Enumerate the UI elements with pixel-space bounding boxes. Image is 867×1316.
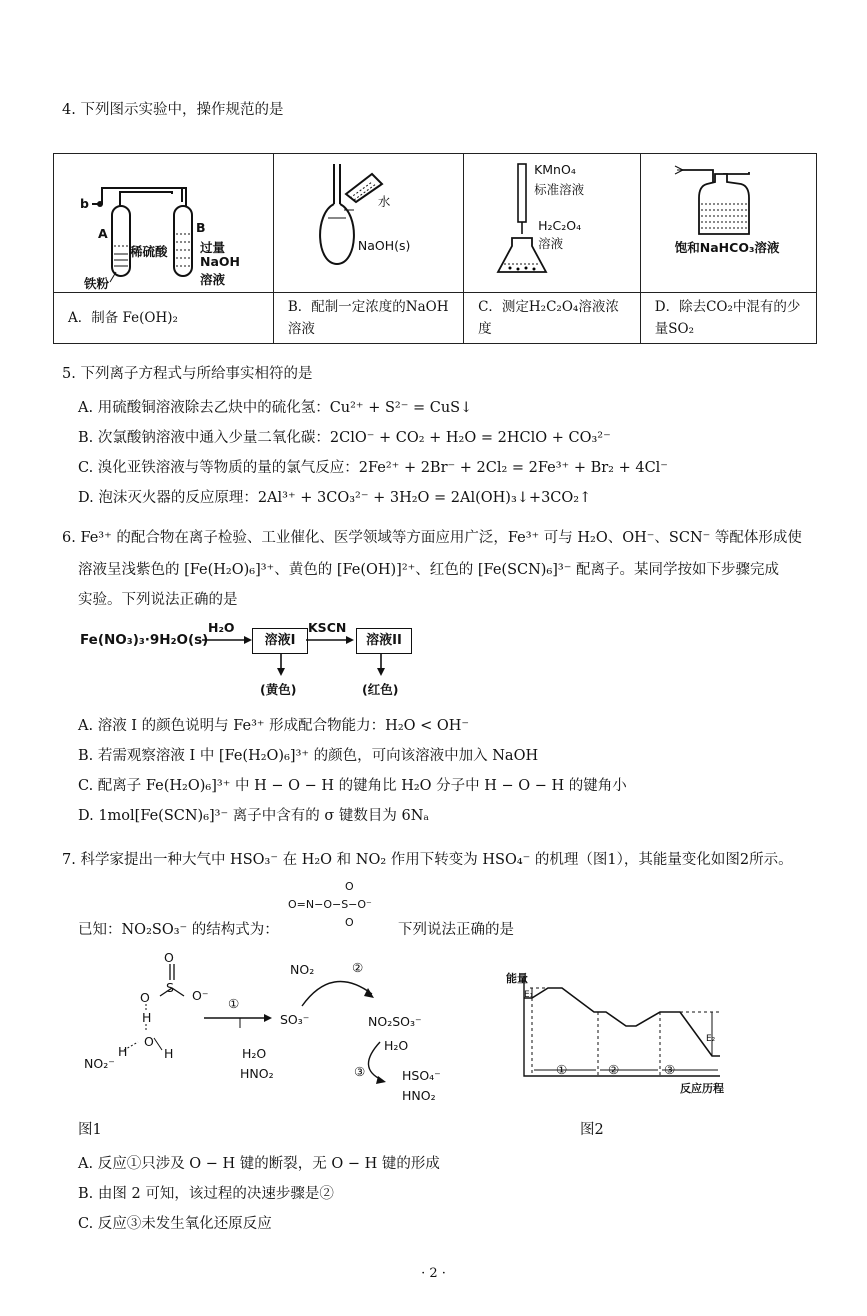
fig1-h2o: H₂O — [242, 1046, 267, 1061]
fig1-so3: SO₃⁻ — [280, 1012, 310, 1027]
q7-stem: 7. 科学家提出一种大气中 HSO₃⁻ 在 H₂O 和 NO₂ 作用下转变为 HSO₄⁻ 的机理（图1），其能量变化如图2所示。 — [62, 852, 793, 868]
label-water: 水 — [377, 194, 391, 209]
q7-known: 已知：NO₂SO₃⁻ 的结构式为： — [78, 922, 279, 938]
fig-a-cell — [54, 154, 274, 293]
fig2-xlabel: 反应历程 — [680, 1082, 724, 1095]
q5-option-c: C. 溴化亚铁溶液与等物质的量的氯气反应：2Fe²⁺ + 2Br⁻ + 2Cl₂ = 2Fe³⁺ + Br₂ + 4Cl⁻ — [78, 460, 668, 476]
fig2-step-3: ③ — [664, 1062, 676, 1077]
fig1-h2: H — [164, 1046, 174, 1061]
label-naoh-s: NaOH(s) — [357, 238, 411, 253]
fig2-ylabel: 能量 — [506, 972, 528, 985]
label-soln-c: 溶液 — [538, 236, 564, 251]
fig1-o1: O — [164, 950, 174, 965]
caption-b: B．配制一定浓度的NaOH溶液 — [273, 293, 463, 344]
fig1-step-2: ② — [352, 960, 364, 975]
fig1-s: S — [166, 980, 174, 995]
label-kmno4: KMnO₄ — [534, 162, 576, 177]
fig1-mechanism-lines — [80, 950, 480, 1110]
fig1-o2: O⁻ — [192, 988, 209, 1003]
fig1-caption: 图1 — [78, 1122, 102, 1138]
q6-option-d: D. 1mol[Fe(SCN)₆]³⁻ 离子中含有的 σ 键数目为 6Nₐ — [78, 808, 429, 824]
fig1-h1: H — [142, 1010, 152, 1025]
label-b: b — [80, 196, 89, 211]
fig-c-cell — [464, 154, 641, 293]
fig-d-cell — [640, 154, 816, 293]
fig1-no2-minus: NO₂⁻ — [84, 1056, 115, 1071]
flow-h2o: H₂O — [208, 620, 235, 635]
flow-solution-2: 溶液II — [356, 628, 412, 654]
fig1-no2so3: NO₂SO₃⁻ — [368, 1014, 422, 1029]
struct-o-top: O — [345, 880, 354, 893]
q6-stem-3: 实验。下列说法正确的是 — [78, 592, 238, 608]
fig1-h2o-2: H₂O — [384, 1038, 409, 1053]
q7-option-c: C. 反应③未发生氧化还原反应 — [78, 1216, 272, 1232]
fig2-energy-diagram — [510, 970, 740, 1090]
label-excess: 过量 — [200, 240, 226, 255]
fig1-o3: O — [140, 990, 150, 1005]
fig1-step-1: ① — [228, 996, 240, 1011]
fig-a-apparatus — [54, 154, 274, 290]
fig1-step-3: ③ — [354, 1064, 366, 1079]
q7-question: 下列说法正确的是 — [398, 922, 514, 938]
q4-stem: 4. 下列图示实验中，操作规范的是 — [62, 102, 284, 118]
fig2-e2: E₂ — [706, 1034, 716, 1044]
caption-a: A．制备 Fe(OH)₂ — [54, 293, 274, 344]
fig1-hno2-2: HNO₂ — [402, 1088, 436, 1103]
q6-stem-1: 6. Fe³⁺ 的配合物在离子检验、工业催化、医学领域等方面应用广泛，Fe³⁺ 可与 H₂O、OH⁻、SCN⁻ 等配体形成使 — [62, 530, 802, 546]
fig2-step-2: ② — [608, 1062, 620, 1077]
label-acid: 稀硫酸 — [130, 244, 168, 259]
q7-option-a: A. 反应①只涉及 O − H 键的断裂，无 O − H 键的形成 — [78, 1156, 440, 1172]
fig1-no2: NO₂ — [290, 962, 315, 977]
flow-start: Fe(NO₃)₃·9H₂O(s) — [80, 632, 209, 648]
fig-d-gas-washing-bottle — [641, 154, 817, 290]
label-iron: 铁粉 — [84, 276, 110, 291]
flow-yellow: (黄色) — [260, 682, 297, 697]
label-naoh: NaOH — [200, 254, 240, 269]
flow-kscn: KSCN — [308, 620, 347, 635]
label-std: 标准溶液 — [534, 182, 585, 197]
q5-option-b: B. 次氯酸钠溶液中通入少量二氧化碳：2ClO⁻ + CO₂ + H₂O = 2HClO + CO₃²⁻ — [78, 430, 611, 446]
flow-arrow-down-2 — [376, 654, 386, 678]
flow-red: (红色) — [362, 682, 399, 697]
fig-b-cell — [273, 154, 463, 293]
fig1-hso4: HSO₄⁻ — [402, 1068, 441, 1083]
q6-option-c: C. 配离子 Fe(H₂O)₆]³⁺ 中 H − O − H 的键角比 H₂O 分子中 H − O − H 的键角小 — [78, 778, 627, 794]
experiment-table — [53, 153, 817, 344]
caption-c: C．测定H₂C₂O₄溶液浓度 — [464, 293, 641, 344]
caption-d: D．除去CO₂中混有的少量SO₂ — [640, 293, 816, 344]
fig1-o4: O — [144, 1034, 154, 1049]
q5-option-a: A. 用硫酸铜溶液除去乙炔中的硫化氢：Cu²⁺ + S²⁻ = CuS↓ — [78, 400, 473, 416]
fig1-hno2: HNO₂ — [240, 1066, 274, 1081]
label-soln: 溶液 — [200, 272, 226, 287]
flow-solution-1: 溶液I — [252, 628, 308, 654]
fig1-hh: H — [118, 1044, 128, 1059]
struct-o-bottom: O — [345, 916, 354, 929]
q5-stem: 5. 下列离子方程式与所给事实相符的是 — [62, 366, 313, 382]
fig2-caption: 图2 — [580, 1122, 604, 1138]
fig-b-volumetric-flask — [274, 154, 464, 290]
label-bb: B — [196, 220, 206, 235]
label-h2c2o4: H₂C₂O₄ — [538, 218, 582, 233]
struct-formula: O=N−O−S−O⁻ — [288, 898, 372, 911]
q6-option-a: A. 溶液 I 的颜色说明与 Fe³⁺ 形成配合物能力：H₂O < OH⁻ — [78, 718, 470, 734]
label-nahco3: 饱和NaHCO₃溶液 — [674, 240, 780, 255]
q6-stem-2: 溶液呈浅紫色的 [Fe(H₂O)₆]³⁺、黄色的 [Fe(OH)]²⁺、红色的 [Fe(SCN)₆]³⁻ 配离子。某同学按如下步骤完成 — [78, 562, 779, 578]
page-number: · 2 · — [421, 1266, 446, 1281]
label-a: A — [98, 226, 108, 241]
q7-option-b: B. 由图 2 可知，该过程的决速步骤是② — [78, 1186, 334, 1202]
fig2-e1: E₁ — [524, 990, 534, 1000]
fig2-step-1: ① — [556, 1062, 568, 1077]
q6-option-b: B. 若需观察溶液 I 中 [Fe(H₂O)₆]³⁺ 的颜色，可向该溶液中加入 NaOH — [78, 748, 539, 764]
q5-option-d: D. 泡沫灭火器的反应原理：2Al³⁺ + 3CO₃²⁻ + 3H₂O = 2Al(OH)₃↓+3CO₂↑ — [78, 490, 592, 506]
